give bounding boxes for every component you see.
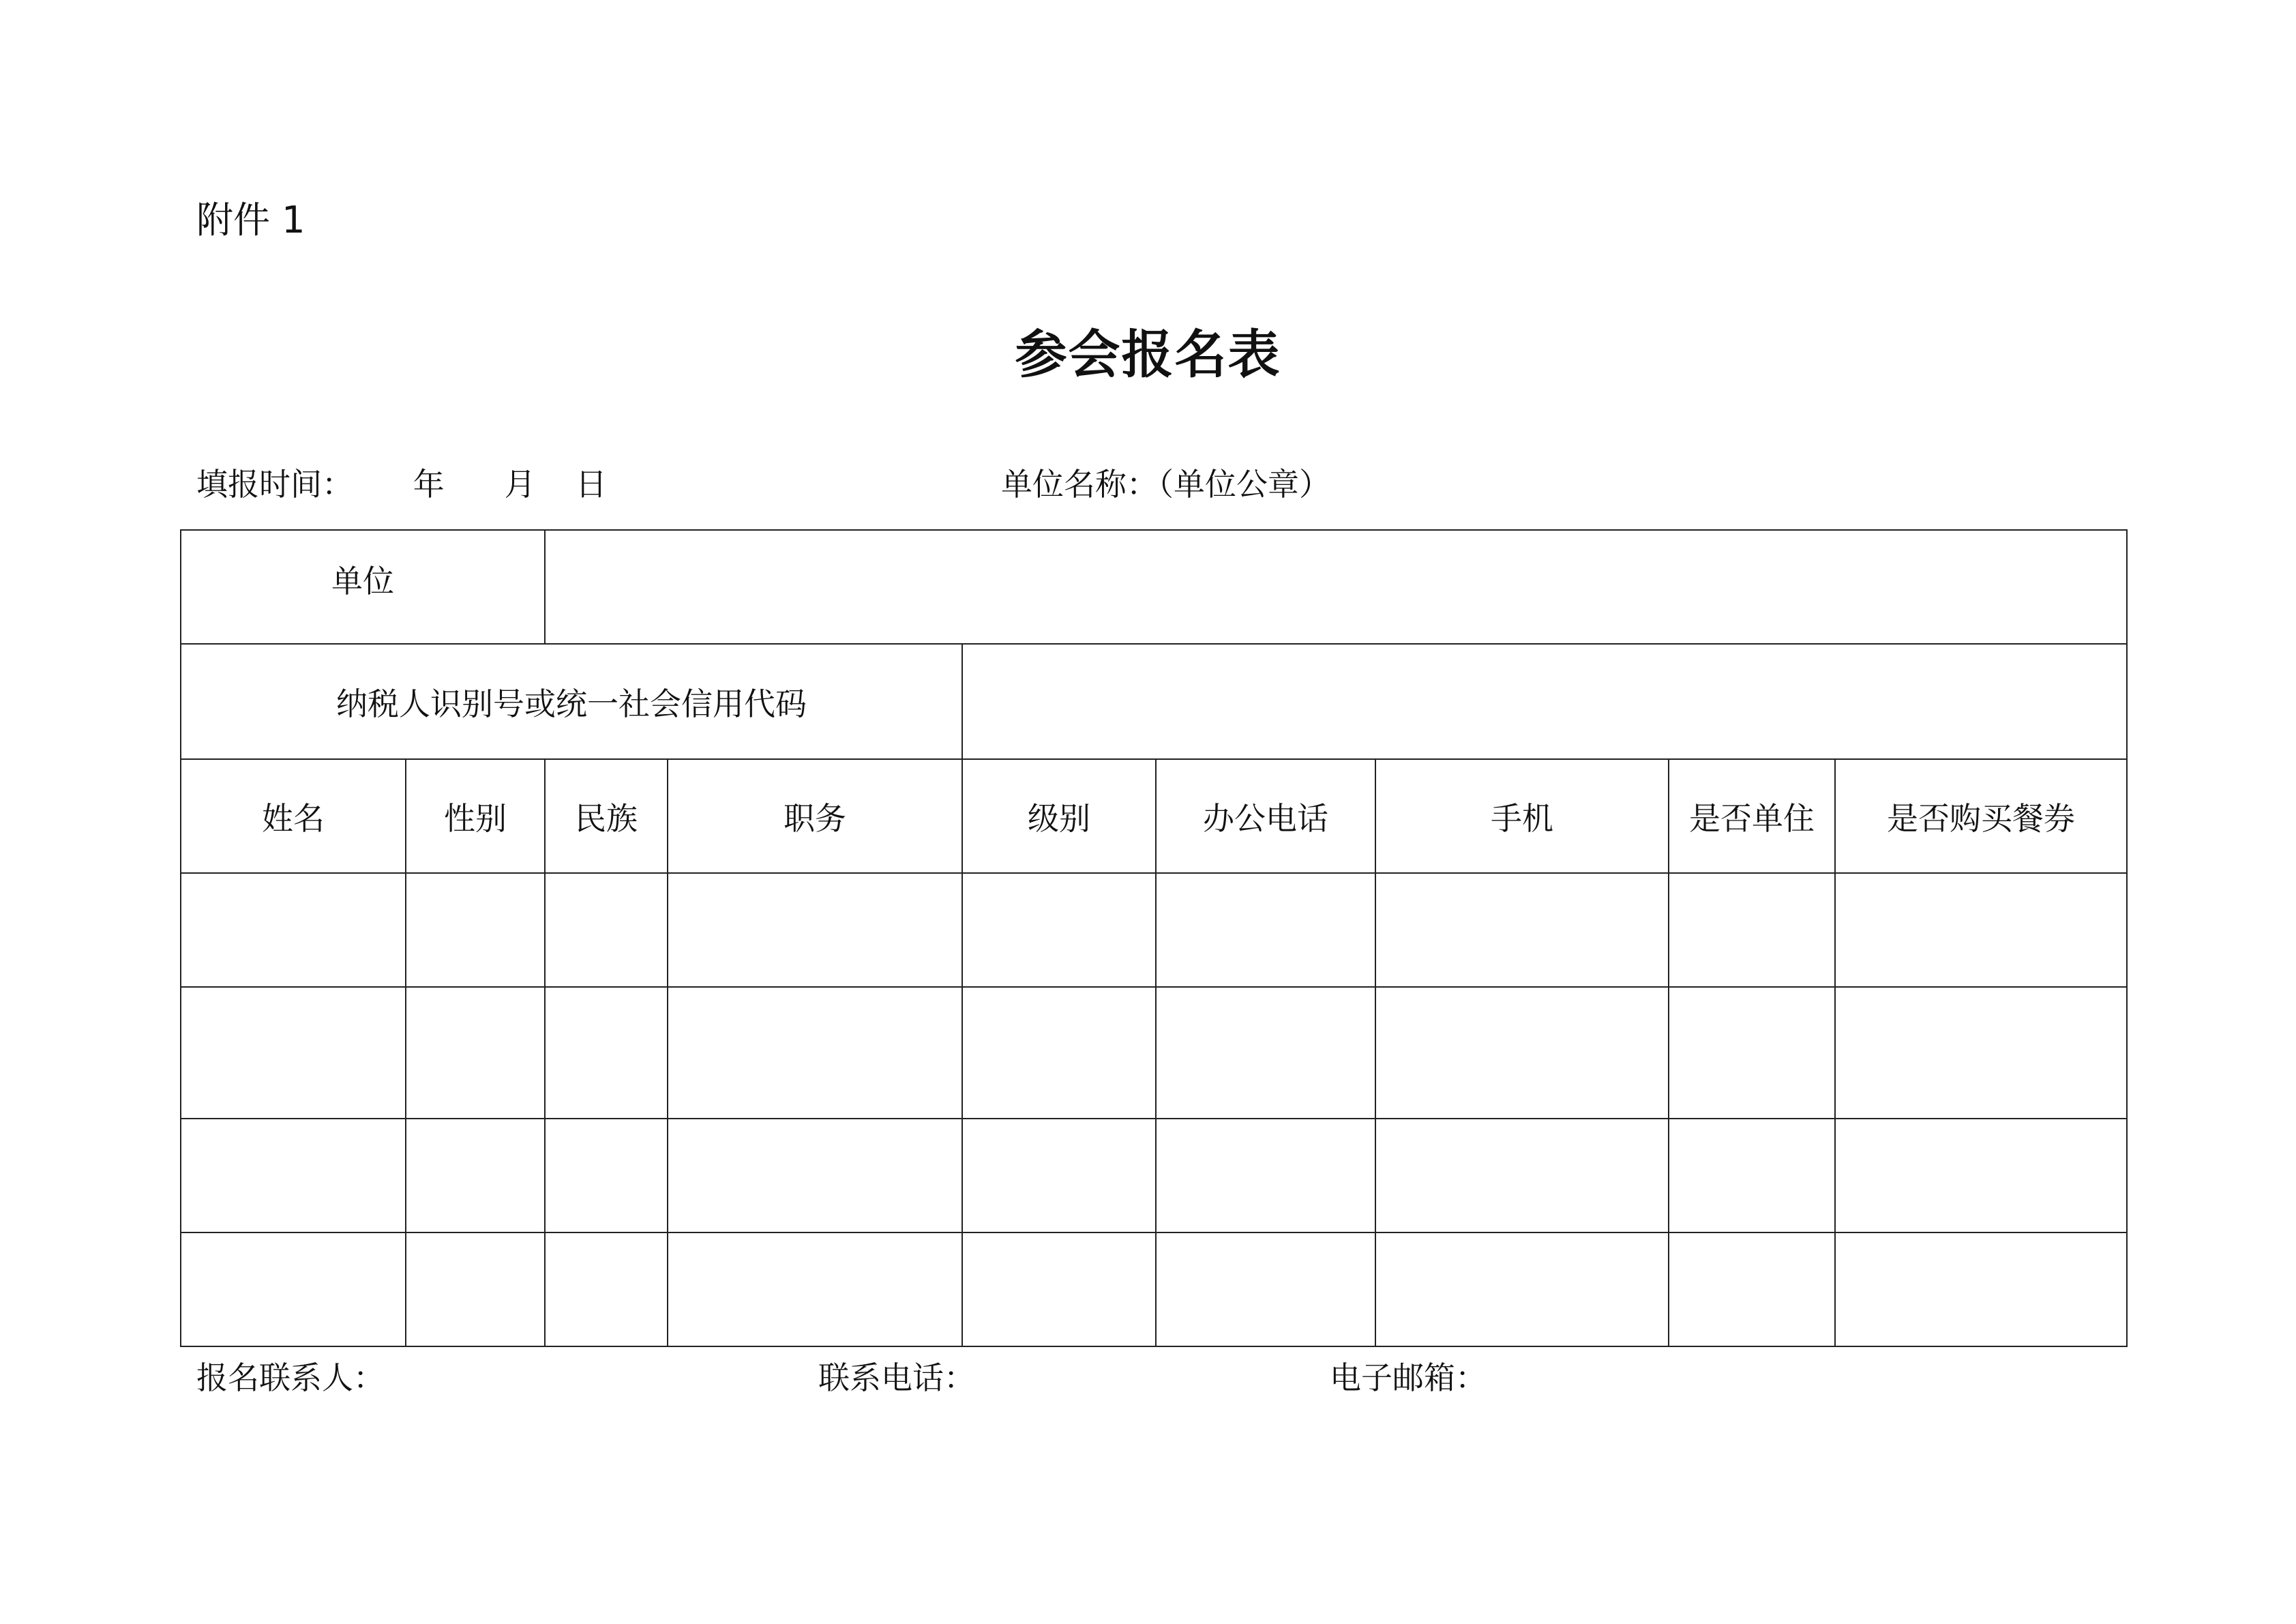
column-header-gender: 性别 (406, 759, 545, 873)
table-cell[interactable] (1375, 873, 1669, 987)
table-cell[interactable] (545, 1119, 668, 1232)
column-header-row (181, 759, 2127, 873)
table-cell[interactable] (1669, 1119, 1835, 1232)
unit-value-cell[interactable] (545, 530, 2127, 644)
table-cell[interactable] (1156, 1232, 1375, 1346)
contact-phone-label: 联系电话： (818, 1359, 975, 1396)
table-cell[interactable] (1835, 873, 2127, 987)
tax-id-value-cell[interactable] (962, 644, 2127, 759)
unit-row (181, 530, 2127, 644)
table-row (181, 1232, 2127, 1346)
attachment-label: 附件 1 (196, 198, 305, 241)
table-cell[interactable] (406, 1119, 545, 1232)
table-cell[interactable] (181, 1232, 406, 1346)
table-cell[interactable] (1156, 987, 1375, 1119)
column-header-meal-ticket: 是否购买餐券 (1835, 759, 2127, 873)
unit-name-label: 单位名称：（单位公章） (1001, 466, 1330, 503)
fill-date-label: 填报时间： (196, 466, 353, 503)
email-label: 电子邮箱： (1330, 1359, 1487, 1396)
column-header-rank: 级别 (962, 759, 1156, 873)
registration-table (180, 529, 2128, 1347)
table-cell[interactable] (962, 987, 1156, 1119)
table-cell[interactable] (1375, 1232, 1669, 1346)
column-header-single-room: 是否单住 (1669, 759, 1835, 873)
column-header-office-phone: 办公电话 (1156, 759, 1375, 873)
table-cell[interactable] (1669, 873, 1835, 987)
table-cell[interactable] (406, 873, 545, 987)
column-header-name: 姓名 (181, 759, 406, 873)
table-cell[interactable] (668, 1232, 962, 1346)
table-cell[interactable] (545, 873, 668, 987)
day-label: 日 (575, 466, 607, 503)
table-cell[interactable] (962, 873, 1156, 987)
table-cell[interactable] (1669, 987, 1835, 1119)
table-cell[interactable] (545, 1232, 668, 1346)
table-row (181, 987, 2127, 1119)
month-label: 月 (504, 466, 536, 503)
table-cell[interactable] (1156, 1119, 1375, 1232)
column-header-position: 职务 (668, 759, 962, 873)
unit-label: 单位 (331, 562, 394, 600)
table-row (181, 873, 2127, 987)
table-cell[interactable] (545, 987, 668, 1119)
table-row (181, 1119, 2127, 1232)
table-cell[interactable] (1835, 987, 2127, 1119)
table-cell[interactable] (962, 1119, 1156, 1232)
table-cell[interactable] (181, 1119, 406, 1232)
column-header-mobile: 手机 (1375, 759, 1669, 873)
table-cell[interactable] (962, 1232, 1156, 1346)
fill-date-line (196, 464, 607, 505)
table-cell[interactable] (668, 987, 962, 1119)
year-label: 年 (413, 466, 445, 503)
tax-id-label: 纳税人识别号或统一社会信用代码 (181, 644, 962, 759)
table-cell[interactable] (406, 1232, 545, 1346)
tax-id-row (181, 644, 2127, 759)
table-cell[interactable] (1375, 1119, 1669, 1232)
table-cell[interactable] (1669, 1232, 1835, 1346)
column-header-ethnicity: 民族 (545, 759, 668, 873)
table-cell[interactable] (1835, 1119, 2127, 1232)
table-cell[interactable] (668, 1119, 962, 1232)
table-cell[interactable] (668, 873, 962, 987)
table-cell[interactable] (1156, 873, 1375, 987)
table-cell[interactable] (406, 987, 545, 1119)
unit-label-cell (181, 530, 545, 644)
table-cell[interactable] (181, 873, 406, 987)
table-cell[interactable] (1375, 987, 1669, 1119)
table-cell[interactable] (181, 987, 406, 1119)
contact-person-label: 报名联系人： (196, 1359, 385, 1396)
table-cell[interactable] (1835, 1232, 2127, 1346)
page-title: 参会报名表 (1015, 324, 1281, 385)
